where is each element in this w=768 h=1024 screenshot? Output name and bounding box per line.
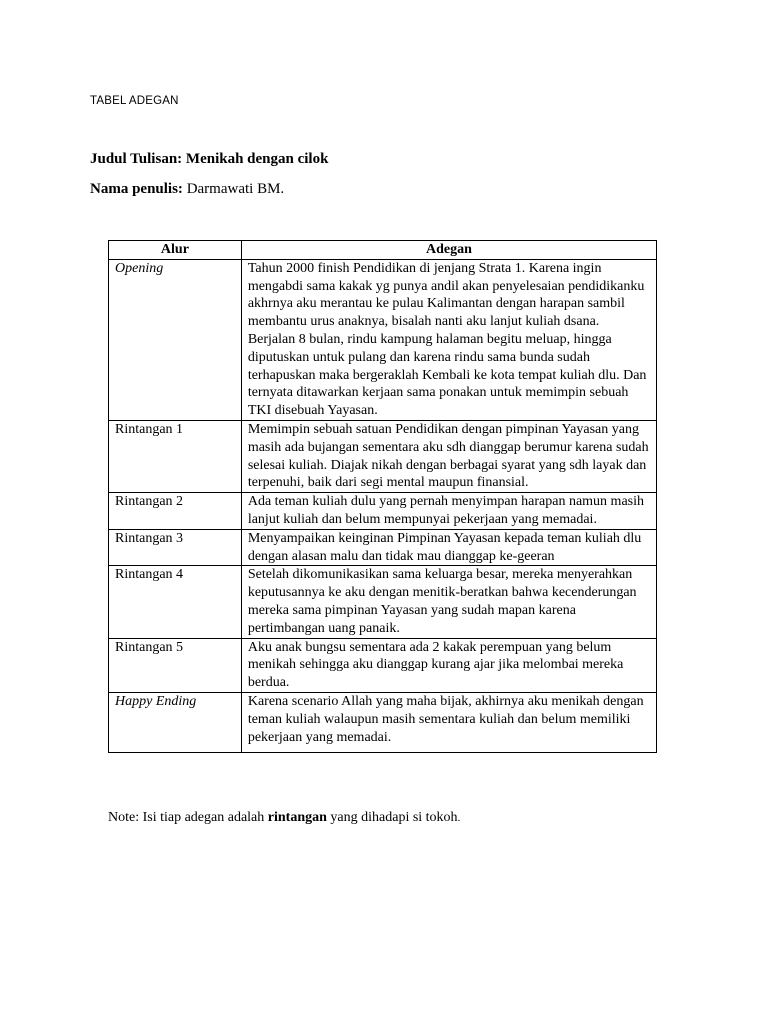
table-header-row [109,241,657,260]
column-header-adegan: Adegan [241,241,656,260]
author-line [90,181,284,198]
adegan-cell: Aku anak bungsu sementara ada 2 kakak perempuan yang belum menikah sehingga aku dianggap kurang ajar jika melombai mereka berdua. [241,638,656,692]
note-period: . [457,812,461,824]
title-line [90,151,328,168]
alur-cell: Rintangan 2 [109,493,242,530]
alur-cell: Rintangan 3 [109,529,242,566]
table-row [109,259,657,420]
document-heading: TABEL ADEGAN [90,95,179,107]
column-header-alur: Alur [109,241,242,260]
adegan-cell: Ada teman kuliah dulu yang pernah menyimpan harapan namun masih lanjut kuliah dan belum mempunyai pekerjaan yang memadai. [241,493,656,530]
footnote [108,810,460,826]
adegan-cell: Memimpin sebuah satuan Pendidikan dengan pimpinan Yayasan yang masih ada bujangan sementara aku sdh dianggap berumur karena sudah selesai kuliah. Diajak nikah dengan berbagai syarat yang sdh layak dan terpenuhi, baik dari segi mental maupun finansial. [241,420,656,492]
title-label: Judul Tulisan: [90,151,183,167]
alur-cell: Opening [109,259,242,420]
alur-cell: Rintangan 4 [109,566,242,638]
adegan-cell: Setelah dikomunikasikan sama keluarga besar, mereka menyerahkan keputusannya ke aku dengan menitik-beratkan bahwa kecenderungan mereka sama pimpinan Yayasan yang sudah mapan karena pertimbangan uang panaik. [241,566,656,638]
alur-cell: Rintangan 5 [109,638,242,692]
adegan-cell: Tahun 2000 finish Pendidikan di jenjang Strata 1. Karena ingin mengabdi sama kakak yg punya andil akan penyelesaian pendidikanku akhrnya aku merantau ke pulau Kalimantan dengan harapan sambil membantu urus anaknya, bisalah nanti aku lanjut kuliah dsana. Berjalan 8 bulan, rindu kampung halaman begitu meluap, hingga diputuskan untuk pulang dan karena rindu sama bunda sudah terhapuskan maka bergeraklah Kembali ke kota tempat kuliah dlu. Dan ternyata ditawarkan kerjaan sama ponakan untuk memimpin sebuah TKI disebuah Yayasan. [241,259,656,420]
table-row [109,638,657,692]
author-value: Darmawati BM. [186,181,285,197]
title-value: Menikah dengan cilok [185,151,329,167]
note-prefix: Note: Isi tiap adegan adalah [108,810,268,825]
author-label: Nama penulis: [90,181,183,197]
table-row [109,420,657,492]
adegan-cell: Karena scenario Allah yang maha bijak, akhirnya aku menikah dengan teman kuliah walaupun masih sementara kuliah dan belum memiliki pekerjaan yang memadai. [241,692,656,752]
alur-cell: Rintangan 1 [109,420,242,492]
adegan-cell: Menyampaikan keinginan Pimpinan Yayasan kepada teman kuliah dlu dengan alasan malu dan tidak mau dianggap ke-geeran [241,529,656,566]
table-row [109,566,657,638]
table-row [109,692,657,752]
table-row [109,493,657,530]
table-row [109,529,657,566]
alur-cell: Happy Ending [109,692,242,752]
note-suffix: yang dihadapi si tokoh [326,810,458,825]
note-emphasis: rintangan [267,810,327,825]
scene-table [108,240,657,753]
